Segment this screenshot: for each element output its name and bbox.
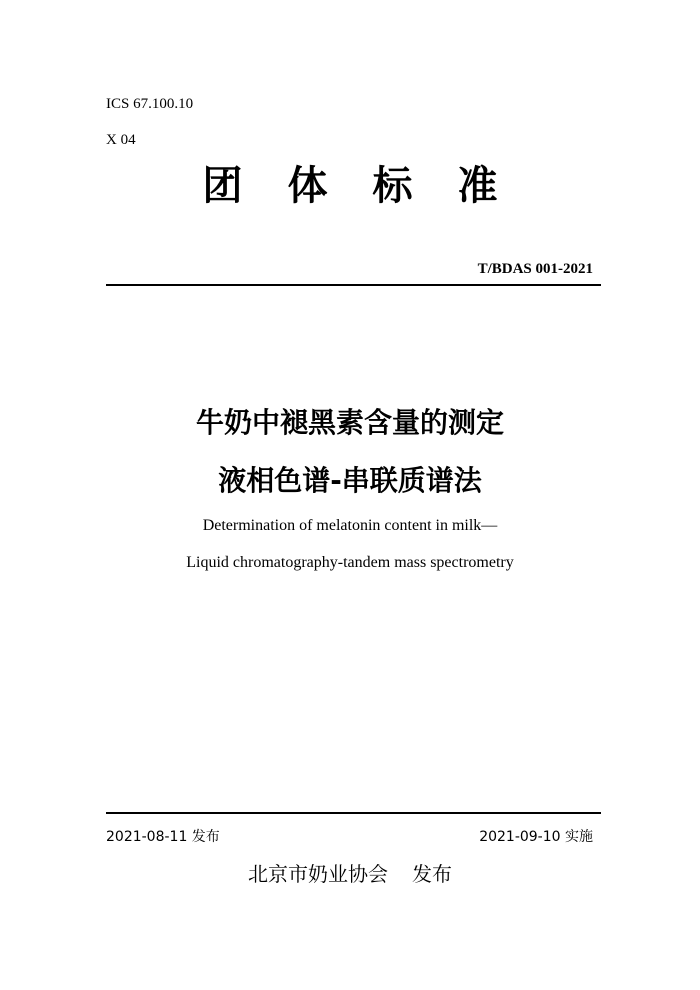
publish-label: 发布 bbox=[412, 862, 452, 886]
standard-type-title: 团体标准 bbox=[202, 163, 543, 209]
classification-code: X 04 bbox=[106, 132, 136, 148]
ics-code: ICS 67.100.10 bbox=[106, 96, 194, 112]
chinese-title-line-2: 液相色谱-串联质谱法 bbox=[218, 464, 482, 497]
top-divider bbox=[106, 284, 601, 286]
publisher-line bbox=[0, 861, 700, 887]
publisher-name: 北京市奶业协会 bbox=[248, 862, 388, 886]
bottom-divider bbox=[106, 812, 601, 814]
chinese-title-line-1: 牛奶中褪黑素含量的测定 bbox=[195, 406, 504, 439]
english-title-line-1: Determination of melatonin content in milk— bbox=[202, 517, 498, 534]
implementation-date: 2021-09-10 实施 bbox=[479, 829, 593, 845]
standard-code: T/BDAS 001-2021 bbox=[477, 261, 593, 277]
english-title-line-2: Liquid chromatography-tandem mass spectrometry bbox=[186, 554, 514, 571]
issue-date: 2021-08-11 发布 bbox=[106, 829, 220, 845]
